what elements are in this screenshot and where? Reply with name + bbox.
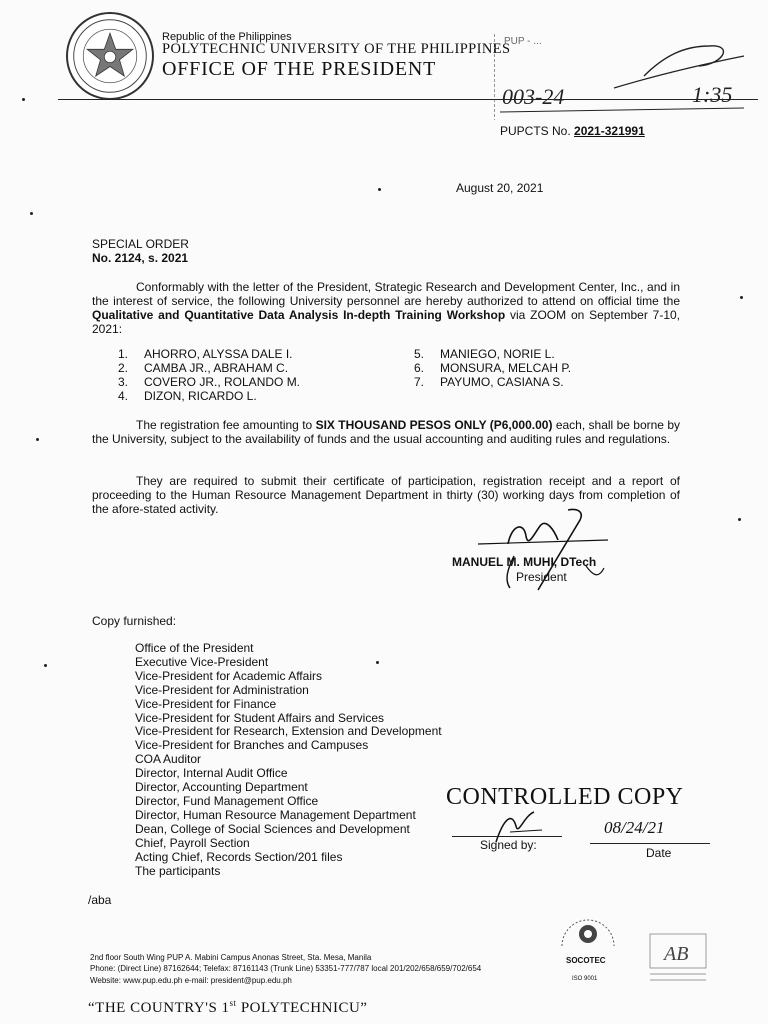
list-item: Director, Human Resource Management Department <box>135 807 416 822</box>
fee-amount: SIX THOUSAND PESOS ONLY (P6,000.00) <box>315 418 553 432</box>
list-item: 7. PAYUMO, CASIANA S. <box>414 375 564 389</box>
registration-fee-paragraph: The registration fee amounting to SIX THOUSAND PESOS ONLY (P6,000.00) each, shall be borne by the University, subject to the availability of funds and the usual accounting and auditing rules and regulations. <box>92 418 681 446</box>
scan-speck <box>738 518 741 521</box>
list-item: Vice-President for Administration <box>135 682 309 697</box>
office-name: OFFICE OF THE PRESIDENT <box>162 58 437 80</box>
copy-furnished-label: Copy furnished: <box>92 614 177 628</box>
event-title: Qualitative and Quantitative Data Analysis In-depth Training Workshop <box>92 308 506 322</box>
list-item: 1. AHORRO, ALYSSA DALE I. <box>118 347 293 361</box>
pupcts-reference <box>500 124 645 138</box>
footer-website: Website: www.pup.edu.ph e-mail: president@pup.edu.ph <box>90 976 292 985</box>
stamp-text: PUP - ... <box>504 36 542 47</box>
socotec-label: SOCOTEC <box>566 956 606 965</box>
signatory-name: MANUEL M. MUHI, DTech <box>452 555 597 569</box>
p1-end: via ZOOM on September 7-10, 2021: <box>92 308 680 336</box>
scan-speck <box>22 98 25 101</box>
university-seal <box>66 12 154 100</box>
list-item: Chief, Payroll Section <box>135 835 250 850</box>
university-name: POLYTECHNIC UNIVERSITY OF THE PHILIPPINES <box>162 41 511 57</box>
stamp-time: 1:35 <box>692 82 733 107</box>
list-item: Director, Internal Audit Office <box>135 766 288 781</box>
list-item: 5. MANIEGO, NORIE L. <box>414 347 555 361</box>
iso-label: ISO 9001 <box>572 976 598 982</box>
typist-initials: /aba <box>88 893 112 907</box>
received-stamp <box>494 26 756 124</box>
seal-star-icon <box>68 14 152 98</box>
stamp-number: 003-24 <box>502 84 565 109</box>
p1-intro: Conformably with the letter of the President, Strategic Research and Development Center, Inc., and in the interest of service, the following University personnel are hereby authorized to attend on official time the <box>92 280 680 308</box>
recipient-list <box>135 642 442 878</box>
list-item: Office of the President <box>135 641 254 655</box>
svg-text:AB: AB <box>664 943 689 965</box>
list-item: Acting Chief, Records Section/201 files <box>135 849 343 864</box>
signed-by-label: Signed by: <box>480 838 537 852</box>
scan-speck <box>44 664 47 667</box>
date-label: Date <box>646 846 672 860</box>
scan-speck <box>36 438 39 441</box>
requirements-paragraph: They are required to submit their certificate of participation, registration receipt and a report of proceeding to the Human Resource Management Department in thirty (30) working days from completion of the afore-stated activity. <box>92 474 680 516</box>
list-item: 3. COVERO JR., ROLANDO M. <box>118 375 301 389</box>
list-item: Vice-President for Research, Extension and Development <box>135 724 442 739</box>
list-item: Vice-President for Academic Affairs <box>135 668 322 683</box>
scan-speck <box>376 661 379 664</box>
list-item: The participants <box>135 863 221 878</box>
university-motto: “THE COUNTRY'S 1st POLYTECHNICU” <box>88 998 368 1016</box>
list-item: 6. MONSURA, MELCAH P. <box>414 361 572 375</box>
list-item: Executive Vice-President <box>135 654 269 669</box>
date-line <box>590 843 710 844</box>
handwritten-date: 08/24/21 <box>604 818 665 837</box>
accreditation-mark-icon <box>640 930 720 986</box>
list-item: Director, Fund Management Office <box>135 793 319 808</box>
special-order-title: SPECIAL ORDER <box>92 237 189 251</box>
list-item: Director, Accounting Department <box>135 780 308 795</box>
signed-by-line <box>452 836 562 837</box>
republic-line: Republic of the Philippines <box>162 31 292 43</box>
list-item: Vice-President for Student Affairs and Services <box>135 710 385 725</box>
socotec-logo-icon <box>548 906 628 986</box>
list-item: Vice-President for Finance <box>135 696 277 711</box>
pupcts-label: PUPCTS No. <box>500 124 571 138</box>
special-order-number: No. 2124, s. 2021 <box>92 251 189 265</box>
list-item: COA Auditor <box>135 752 202 767</box>
footer-phone: Phone: (Direct Line) 87162644; Telefax: 87161143 (Trunk Line) 53351-777/787 local 201/202/658/659/702/654 <box>90 964 482 973</box>
controlled-copy-stamp: CONTROLLED COPY <box>446 784 684 810</box>
authorization-paragraph <box>92 280 680 336</box>
scan-speck <box>378 188 381 191</box>
list-item: 2. CAMBA JR., ABRAHAM C. <box>118 361 289 375</box>
footer-address: 2nd floor South Wing PUP A. Mabini Campus Anonas Street, Sta. Mesa, Manila <box>90 953 372 962</box>
list-item: 4. DIZON, RICARDO L. <box>118 389 257 403</box>
document-date: August 20, 2021 <box>456 181 544 195</box>
personnel-list-left <box>118 347 300 403</box>
scan-speck <box>30 212 33 215</box>
list-item: Vice-President for Branches and Campuses <box>135 738 369 753</box>
personnel-list-right <box>414 347 571 389</box>
pupcts-number: 2021-321991 <box>574 124 645 138</box>
list-item: Dean, College of Social Sciences and Development <box>135 821 410 836</box>
signatory-title: President <box>516 570 567 584</box>
scan-speck <box>740 296 743 299</box>
